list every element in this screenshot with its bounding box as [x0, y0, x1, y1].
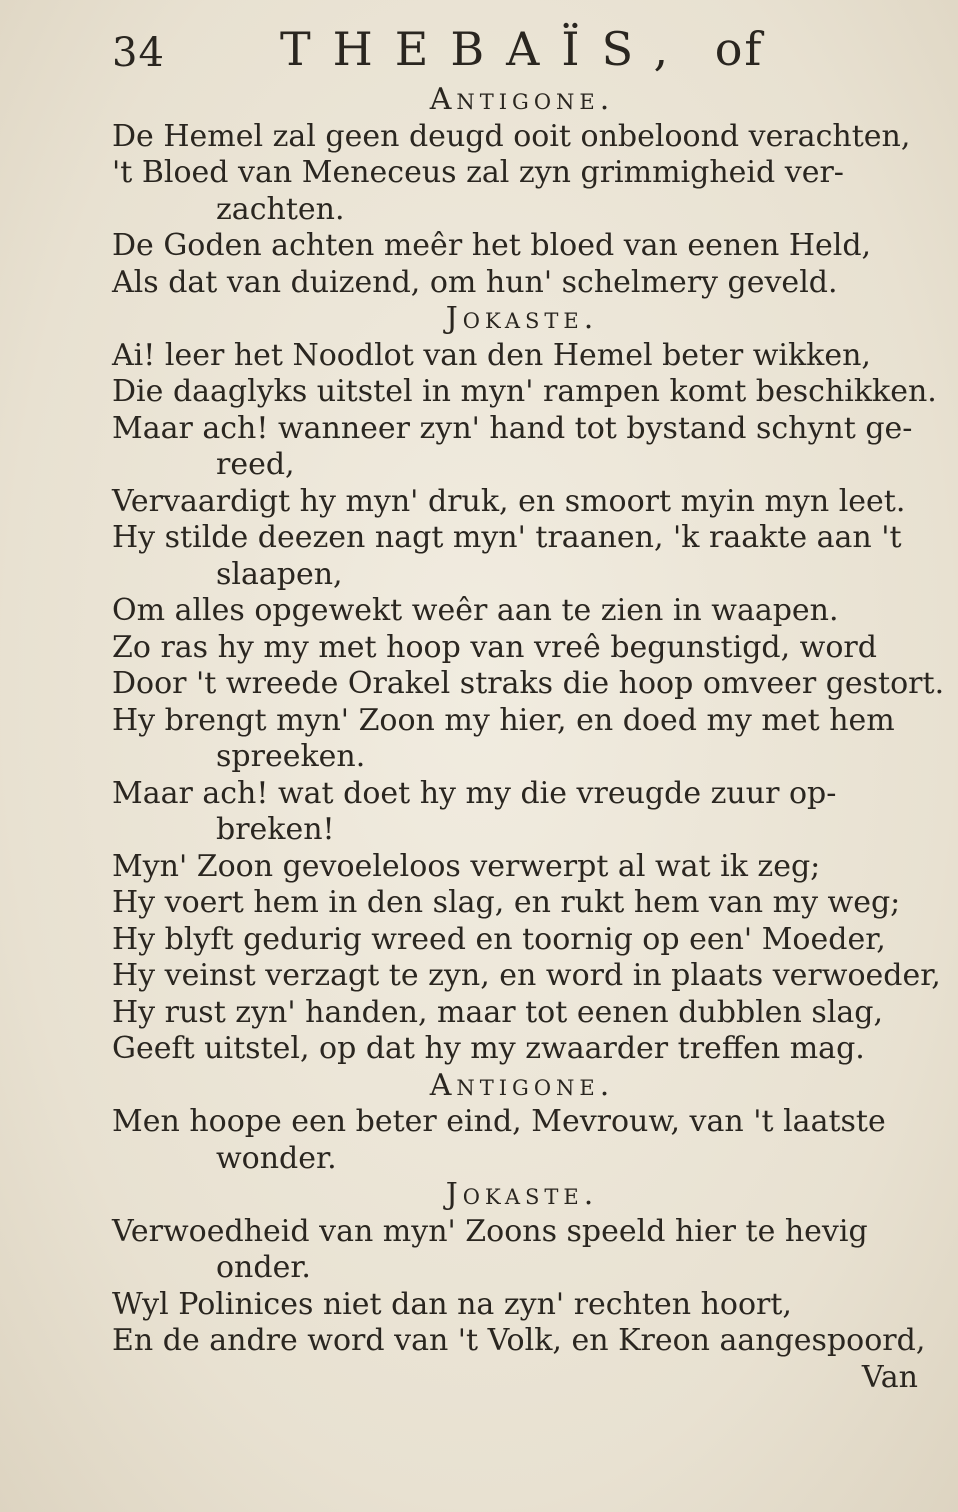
- verse-line: Hy brengt myn' Zoon my hier, en doed my met hem: [112, 702, 895, 738]
- verse-line: Geeft uitstel, op dat hy my zwaarder treffen mag.: [112, 1031, 865, 1066]
- verse-line: Wyl Polinices niet dan na zyn' rechten hoort,: [112, 1286, 792, 1322]
- speaker-heading: Jokaste.: [445, 301, 599, 336]
- verse-line: Zo ras hy my met hoop van vreê begunstigd, word: [112, 629, 877, 665]
- verse-line-continuation: slaapen,: [216, 556, 343, 592]
- catchword: Van: [861, 1359, 918, 1395]
- verse-line: Hy veinst verzagt te zyn, en word in plaats verwoeder,: [112, 958, 941, 993]
- verse-line: Vervaardigt hy myn' druk, en smoort myin myn leet.: [112, 483, 906, 519]
- running-title-main: THEBAÏS,: [280, 22, 691, 76]
- verse-line: Hy voert hem in den slag, en rukt hem van my weg;: [112, 885, 901, 920]
- speaker-heading: Antigone.: [429, 82, 615, 117]
- page-header: [112, 22, 932, 78]
- verse-line-continuation: zachten.: [216, 191, 345, 227]
- speaker-heading: Jokaste.: [445, 1177, 599, 1212]
- verse-line: 't Bloed van Meneceus zal zyn grimmigheid ver-: [112, 155, 844, 190]
- running-title-suffix: of: [714, 22, 764, 76]
- verse-line-continuation: spreeken.: [216, 739, 366, 774]
- verse-line: Maar ach! wanneer zyn' hand tot bystand schynt ge-: [112, 410, 913, 446]
- verse-line: Hy blyft gedurig wreed en toornig op een' Moeder,: [112, 921, 886, 957]
- verse-line: Verwoedheid van myn' Zoons speeld hier te hevig: [112, 1213, 868, 1249]
- verse-line: Hy rust zyn' handen, maar tot eenen dubblen slag,: [112, 994, 884, 1030]
- verse-line-continuation: breken!: [216, 812, 335, 847]
- verse-line: Die daaglyks uitstel in myn' rampen komt beschikken.: [112, 374, 937, 409]
- verse-line: De Hemel zal geen deugd ooit onbeloond verachten,: [112, 118, 911, 154]
- verse-line: Myn' Zoon gevoeleloos verwerpt al wat ik zeg;: [112, 848, 821, 884]
- verse-line: De Goden achten meêr het bloed van eenen Held,: [112, 228, 872, 263]
- verse-line-continuation: reed,: [216, 447, 295, 482]
- text-body: [112, 82, 945, 1396]
- speaker-heading: Antigone.: [429, 1067, 615, 1103]
- running-title: [280, 22, 763, 76]
- verse-line: Om alles opgewekt weêr aan te zien in waapen.: [112, 593, 839, 628]
- verse-line: Ai! leer het Noodlot van den Hemel beter wikken,: [112, 337, 871, 373]
- verse-line: En de andre word van 't Volk, en Kreon aangespoord,: [112, 1323, 926, 1358]
- verse-line: Maar ach! wat doet hy my die vreugde zuur op-: [112, 775, 837, 811]
- verse-line: Door 't wreede Orakel straks die hoop omveer gestort.: [112, 666, 945, 701]
- verse-line: Als dat van duizend, om hun' schelmery geveld.: [112, 264, 838, 300]
- verse-line: Men hoope een beter eind, Mevrouw, van 't laatste: [112, 1104, 886, 1139]
- verse-line: Hy stilde deezen nagt myn' traanen, 'k raakte aan 't: [112, 520, 902, 555]
- verse-line-continuation: wonder.: [216, 1140, 337, 1176]
- page-number: 34: [112, 30, 165, 76]
- verse-line-continuation: onder.: [216, 1250, 311, 1285]
